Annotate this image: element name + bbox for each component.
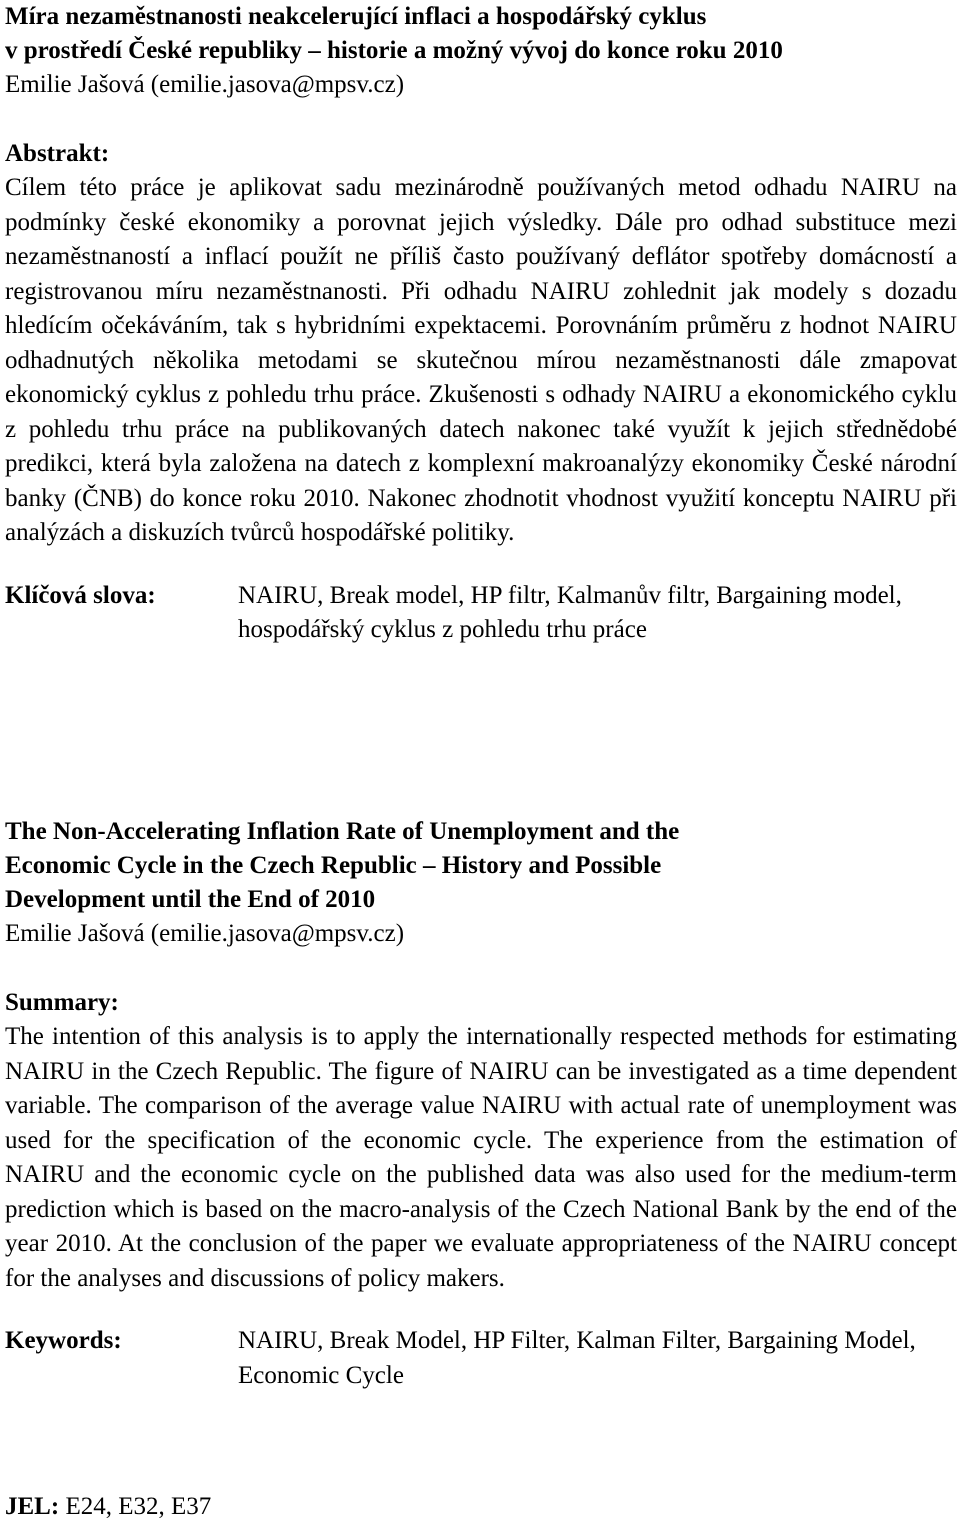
english-title-line-2: Economic Cycle in the Czech Republic – History and Possible xyxy=(5,852,662,879)
abstract-heading: Abstrakt: xyxy=(5,139,110,167)
english-keywords-value: NAIRU, Break Model, HP Filter, Kalman Filter, Bargaining Model, Economic Cycle xyxy=(238,1327,916,1389)
czech-keywords xyxy=(5,579,957,648)
czech-author: Emilie Jašová (emilie.jasova@mpsv.cz) xyxy=(5,71,405,98)
english-title xyxy=(5,815,957,917)
czech-keywords-value: NAIRU, Break model, HP filtr, Kalmanův filtr, Bargaining model, hospodářský cyklus z pohledu trhu práce xyxy=(238,581,902,643)
czech-keywords-label: Klíčová slova: xyxy=(5,581,156,609)
summary-text: The intention of this analysis is to apply the internationally respected methods for estimating NAIRU in the Czech Republic. The figure of NAIRU can be investigated as a time dependent variable. The comparison of the average value NAIRU with actual rate of unemployment was used for the specification of the economic cycle. The experience from the estimation of NAIRU and the economic cycle on the published data was also used for the medium-term prediction which is based on the macro-analysis of the Czech National Bank by the end of the year 2010. At the conclusion of the paper we evaluate appropriateness of the NAIRU concept for the analyses and discussions of policy makers. xyxy=(5,1023,957,1292)
jel-codes xyxy=(5,1490,211,1525)
czech-abstract-section xyxy=(5,0,957,648)
jel-value: E24, E32, E37 xyxy=(59,1493,212,1520)
czech-title xyxy=(5,0,957,68)
czech-title-line-1: Míra nezaměstnanosti neakcelerující inflaci a hospodářský cyklus xyxy=(5,3,707,30)
abstract-text: Cílem této práce je aplikovat sadu mezinárodně používaných metod odhadu NAIRU na podmínky české ekonomiky a porovnat jejich výsledky. Dále pro odhad substituce mezi nezaměstnaností a inflací použít ne příliš často používaný deflátor spotřeby domácností a registrovanou míru nezaměstnanosti. Při odhadu NAIRU zohlednit jak modely s dozadu hledícím očekáváním, tak s hybridními expektacemi. Porovnáním průměru z hodnot NAIRU odhadnutých několika metodami se skutečnou mírou nezaměstnanosti dále zmapovat ekonomický cyklus z pohledu trhu práce. Zkušenosti s odhady NAIRU a ekonomického cyklu z pohledu trhu práce na publikovaných datech nakonec také využít k jejich střednědobé predikci, která byla založena na datech z komplexní makroanalýzy ekonomiky České národní banky (ČNB) do konce roku 2010. Nakonec zhodnotit vhodnost využití konceptu NAIRU při analýzách a diskuzích tvůrců hospodářské politiky. xyxy=(5,174,957,546)
english-summary-section xyxy=(5,815,957,1393)
jel-label: JEL: xyxy=(5,1493,60,1520)
summary-heading: Summary: xyxy=(5,988,119,1016)
english-author: Emilie Jašová (emilie.jasova@mpsv.cz) xyxy=(5,920,405,947)
english-keywords-label: Keywords: xyxy=(5,1327,122,1354)
english-title-line-1: The Non-Accelerating Inflation Rate of Unemployment and the xyxy=(5,818,680,845)
czech-title-line-2: v prostředí České republiky – historie a možný vývoj do konce roku 2010 xyxy=(5,37,783,64)
english-title-line-3: Development until the End of 2010 xyxy=(5,886,376,913)
english-keywords xyxy=(5,1324,957,1393)
